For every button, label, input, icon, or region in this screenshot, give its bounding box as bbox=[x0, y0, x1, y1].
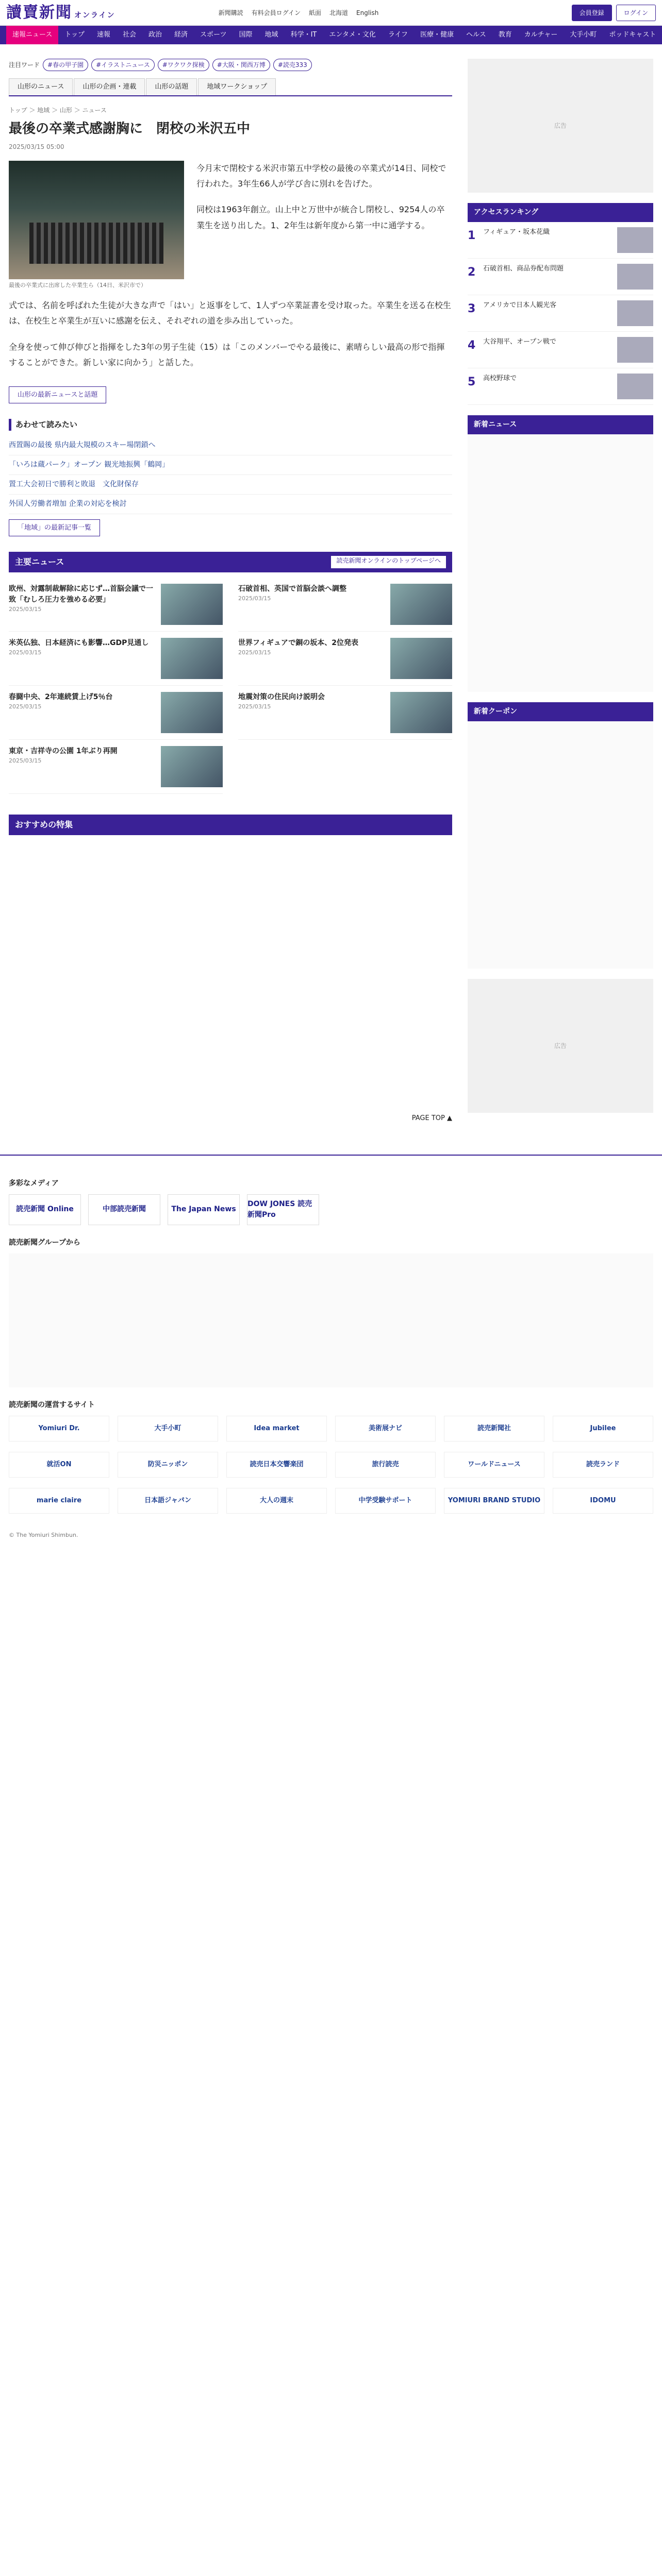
subnav-tab[interactable]: 地域ワークショップ bbox=[198, 78, 276, 95]
rank-thumb bbox=[617, 374, 653, 399]
nav-item[interactable]: ライフ bbox=[388, 31, 408, 39]
sidebar bbox=[468, 59, 653, 1134]
news-date: 2025/03/15 bbox=[9, 757, 42, 765]
nav-item[interactable]: スポーツ bbox=[200, 31, 227, 39]
top-link[interactable]: 紙面 bbox=[309, 9, 322, 16]
site-card[interactable] bbox=[9, 1488, 109, 1516]
login-button[interactable]: ログイン bbox=[616, 5, 656, 21]
nav-item[interactable]: 速報ニュース bbox=[6, 26, 58, 44]
site-card[interactable] bbox=[444, 1488, 544, 1516]
tag[interactable]: #ワクワク探検 bbox=[158, 59, 209, 71]
news-title: 地震対策の住民向け説明会 bbox=[238, 693, 325, 702]
nav-item[interactable]: 政治 bbox=[148, 31, 162, 39]
top-link[interactable]: 北海道 bbox=[329, 9, 349, 16]
nav-item[interactable]: 科学・IT bbox=[290, 31, 317, 39]
site-card[interactable] bbox=[226, 1488, 327, 1516]
footer bbox=[0, 1155, 662, 1550]
site-logo: Idea market bbox=[226, 1416, 327, 1442]
news-thumb[interactable] bbox=[161, 692, 223, 733]
news-date: 2025/03/15 bbox=[238, 649, 271, 656]
nav-item[interactable]: ヘルス bbox=[466, 31, 486, 39]
ranking-item[interactable] bbox=[468, 259, 653, 295]
more-local-news-button[interactable]: 山形の最新ニュースと話題 bbox=[9, 386, 106, 404]
rank-title: 大谷翔平、オープン戦で bbox=[483, 338, 556, 346]
breadcrumb[interactable]: トップ ＞ 地域 ＞ 山形 ＞ ニュース bbox=[9, 106, 107, 114]
ranking-item[interactable] bbox=[468, 222, 653, 259]
ranking-item[interactable] bbox=[468, 368, 653, 405]
news-text bbox=[238, 692, 385, 733]
news-text bbox=[9, 638, 156, 679]
news-date: 2025/03/15 bbox=[238, 703, 271, 710]
news-item[interactable] bbox=[238, 686, 452, 740]
site-card[interactable] bbox=[335, 1416, 436, 1444]
top-links bbox=[219, 8, 379, 18]
media-logo[interactable]: DOW JONES 読売新聞Pro bbox=[247, 1194, 319, 1225]
news-date: 2025/03/15 bbox=[9, 606, 42, 613]
site-logo: Yomiuri Dr. bbox=[9, 1416, 109, 1442]
tag[interactable]: #イラストニュース bbox=[91, 59, 155, 71]
media-heading: 多彩なメディア bbox=[9, 1179, 59, 1188]
nav-item[interactable]: カルチャー bbox=[524, 31, 558, 39]
news-thumb[interactable] bbox=[161, 638, 223, 679]
nav-item[interactable]: トップ bbox=[64, 31, 85, 39]
nav-item[interactable]: 社会 bbox=[123, 31, 137, 39]
page-top-link[interactable]: PAGE TOP ▲ bbox=[411, 1114, 452, 1123]
nav-item[interactable]: 地域 bbox=[264, 31, 278, 39]
pickup-area bbox=[9, 1253, 653, 1387]
top-link[interactable]: 有料会員ログイン bbox=[251, 9, 301, 16]
site-logo: IDOMU bbox=[553, 1488, 653, 1514]
top-page-link[interactable]: 読売新聞オンラインのトップページへ bbox=[331, 556, 446, 568]
news-date: 2025/03/15 bbox=[9, 649, 42, 656]
site-card[interactable] bbox=[444, 1452, 544, 1480]
ranking-item[interactable] bbox=[468, 332, 653, 368]
site-card[interactable] bbox=[335, 1452, 436, 1480]
rank-title: アメリカで日本人観光客 bbox=[483, 301, 557, 309]
site-logo: 読売新聞社 bbox=[444, 1416, 544, 1442]
news-text bbox=[9, 584, 156, 625]
news-item[interactable] bbox=[9, 632, 223, 686]
media-logo[interactable]: 読売新聞 Online bbox=[9, 1194, 81, 1225]
ranking-item[interactable] bbox=[468, 295, 653, 332]
hot-tags bbox=[9, 59, 452, 71]
rank-number: 4 bbox=[468, 339, 476, 352]
site-logo: 読売日本交響楽団 bbox=[226, 1452, 327, 1478]
news-item[interactable] bbox=[9, 740, 223, 794]
related-link[interactable]: 西置賜の最後 県内最大規模のスキー場閉鎖へ bbox=[9, 436, 452, 455]
coupon-list bbox=[468, 721, 653, 969]
site-logo: 美術展ナビ bbox=[335, 1416, 436, 1442]
top-news-section bbox=[9, 552, 452, 799]
site-logo: 大人の週末 bbox=[226, 1488, 327, 1514]
article-date: 2025/03/15 05:00 bbox=[9, 143, 64, 150]
rank-title: 高校野球で bbox=[483, 375, 517, 382]
tag[interactable]: #春の甲子園 bbox=[43, 59, 88, 71]
news-title: 米英仏独、日本経済にも影響…GDP見通し bbox=[9, 639, 149, 648]
site-card[interactable] bbox=[9, 1416, 109, 1444]
site-logo: 日本語ジャパン bbox=[118, 1488, 218, 1514]
tag[interactable]: #大阪・関西万博 bbox=[212, 59, 270, 71]
rank-number: 3 bbox=[468, 302, 476, 315]
main-column bbox=[9, 59, 452, 1134]
osusume-grid bbox=[9, 835, 452, 1103]
site-card[interactable] bbox=[553, 1416, 653, 1444]
site-card[interactable] bbox=[226, 1452, 327, 1480]
site-logo: 読売ランド bbox=[553, 1452, 653, 1478]
news-item[interactable] bbox=[238, 632, 452, 686]
news-date: 2025/03/15 bbox=[238, 595, 271, 602]
ad-box[interactable]: 広告 bbox=[468, 979, 653, 1113]
news-text bbox=[238, 638, 385, 679]
new-news-list bbox=[468, 434, 653, 692]
rank-number: 1 bbox=[468, 229, 476, 242]
article-paragraph: 今月末で閉校する米沢市第五中学校の最後の卒業式が14日、同校で行われた。3年生66人が学び舎に別れを告げた。 bbox=[196, 163, 446, 189]
news-thumb[interactable] bbox=[390, 638, 452, 679]
site-card[interactable] bbox=[335, 1488, 436, 1516]
nav-item[interactable]: 医療・健康 bbox=[420, 31, 454, 39]
site-logo: marie claire bbox=[9, 1488, 109, 1514]
copyright: © The Yomiuri Shimbun. bbox=[9, 1531, 78, 1538]
nav-item[interactable]: 教育 bbox=[498, 31, 512, 39]
coupon-heading: 新着クーポン bbox=[468, 702, 653, 721]
nav-item[interactable]: ポッドキャスト bbox=[609, 31, 656, 39]
rank-number: 2 bbox=[468, 266, 476, 279]
news-item[interactable] bbox=[9, 578, 223, 632]
pickup-heading: 読売新聞グループから bbox=[9, 1238, 80, 1247]
related-heading: あわせて読みたい bbox=[9, 419, 452, 431]
nav-item[interactable]: 大手小町 bbox=[570, 31, 597, 39]
site-card[interactable] bbox=[553, 1488, 653, 1516]
site-card[interactable] bbox=[226, 1416, 327, 1444]
news-title: 石破首相、英国で首脳会談へ調整 bbox=[238, 585, 346, 594]
rank-thumb bbox=[617, 300, 653, 326]
site-logo: 大手小町 bbox=[118, 1416, 218, 1442]
site-card[interactable] bbox=[9, 1452, 109, 1480]
news-item[interactable] bbox=[9, 686, 223, 740]
article-paragraph: 全身を使って伸び伸びと指揮をした3年の男子生徒（15）は「このメンバーでやる最後に、素晴らしい最高の形で指揮することができた。新しい家に向かう」と話した。 bbox=[9, 342, 445, 368]
news-title: 春闘中央、2年連続賃上げ5％台 bbox=[9, 693, 113, 702]
region-list-button[interactable]: 「地域」の最新記事一覧 bbox=[9, 519, 100, 537]
ad-box[interactable]: 広告 bbox=[468, 59, 653, 193]
media-logo[interactable]: The Japan News bbox=[168, 1194, 240, 1225]
new-news-heading: 新着ニュース bbox=[468, 415, 653, 434]
site-card[interactable] bbox=[553, 1452, 653, 1480]
news-item[interactable] bbox=[238, 578, 452, 632]
news-title: 欧州、対露制裁解除に応じず…首脳会議で一致「むしろ圧力を強める必要」 bbox=[9, 585, 153, 604]
news-thumb[interactable] bbox=[390, 584, 452, 625]
related-section bbox=[9, 419, 452, 536]
nav-item[interactable]: 速報 bbox=[96, 31, 110, 39]
osusume-heading: おすすめの特集 bbox=[15, 820, 73, 830]
osusume-section bbox=[9, 815, 452, 1103]
nav-item[interactable]: 国際 bbox=[239, 31, 253, 39]
tag[interactable]: #読売333 bbox=[273, 59, 312, 71]
main-nav bbox=[0, 26, 662, 44]
site-card[interactable] bbox=[118, 1452, 218, 1480]
news-date: 2025/03/15 bbox=[9, 703, 42, 710]
top-link[interactable]: English bbox=[356, 9, 379, 16]
related-link[interactable]: 「いろは蔵パーク」オープン 観光地振興「鶴岡」 bbox=[9, 455, 452, 475]
news-thumb[interactable] bbox=[161, 584, 223, 625]
site-logo: ワールドニュース bbox=[444, 1452, 544, 1478]
news-title: 世界フィギュアで銅の坂本、2位発表 bbox=[238, 639, 359, 648]
subnav-tab[interactable]: 山形の話題 bbox=[146, 78, 197, 95]
sites-heading: 読売新聞の運営するサイト bbox=[9, 1400, 95, 1409]
rank-title: フィギュア・坂本花織 bbox=[483, 228, 550, 236]
nav-item[interactable]: エンタメ・文化 bbox=[329, 31, 376, 39]
rank-thumb bbox=[617, 337, 653, 363]
rank-number: 5 bbox=[468, 376, 476, 388]
photo-caption: 最後の卒業式に出席した卒業生ら（14日、米沢市で） bbox=[9, 281, 146, 289]
site-logo[interactable]: 讀賣新聞 オンライン bbox=[6, 4, 115, 22]
site-logo: Jubilee bbox=[553, 1416, 653, 1442]
top-news-heading: 主要ニュース bbox=[15, 557, 64, 567]
rank-thumb bbox=[617, 264, 653, 290]
site-logo: 旅行読売 bbox=[335, 1452, 436, 1478]
site-logo: 防災ニッポン bbox=[118, 1452, 218, 1478]
tags-label: 注目ワード bbox=[9, 61, 40, 69]
related-link[interactable]: 置工大会初日で勝利と敗退 文化財保存 bbox=[9, 475, 452, 495]
top-bar bbox=[0, 0, 662, 26]
nav-item[interactable]: 経済 bbox=[174, 31, 188, 39]
subnav-tab[interactable]: 山形のニュース bbox=[9, 78, 73, 95]
news-text bbox=[9, 692, 156, 733]
site-logo: 中学受験サポート bbox=[335, 1488, 436, 1514]
article-title: 最後の卒業式感謝胸に 閉校の米沢五中 bbox=[9, 121, 251, 137]
news-title: 東京・吉祥寺の公園 1年ぶり再開 bbox=[9, 747, 118, 756]
article-photo[interactable] bbox=[9, 161, 184, 279]
rank-title: 石破首相、商品券配布問題 bbox=[483, 265, 564, 273]
news-text bbox=[238, 584, 385, 625]
site-card[interactable] bbox=[118, 1416, 218, 1444]
news-text bbox=[9, 746, 156, 787]
news-thumb[interactable] bbox=[161, 746, 223, 787]
related-link[interactable]: 外国人労働者増加 企業の対応を検討 bbox=[9, 495, 452, 514]
news-thumb[interactable] bbox=[390, 692, 452, 733]
site-logo: 就活ON bbox=[9, 1452, 109, 1478]
top-link[interactable]: 新聞購読 bbox=[218, 9, 243, 16]
register-button[interactable]: 会員登録 bbox=[572, 5, 612, 21]
media-logo[interactable]: 中部読売新聞 bbox=[88, 1194, 160, 1225]
site-card[interactable] bbox=[118, 1488, 218, 1516]
site-logo: YOMIURI BRAND STUDIO bbox=[444, 1488, 544, 1514]
ranking-heading: アクセスランキング bbox=[468, 203, 653, 222]
site-card[interactable] bbox=[444, 1416, 544, 1444]
rank-thumb bbox=[617, 227, 653, 253]
subnav-tab[interactable]: 山形の企画・連載 bbox=[74, 78, 145, 95]
article-paragraph: 同校は1963年創立。山上中と万世中が統合し閉校し、9254人の卒業生を送り出した。1、2年生は新年度から第一中に通学する。 bbox=[196, 205, 445, 230]
region-subnav bbox=[9, 78, 452, 96]
article-paragraph: 式では、名前を呼ばれた生徒が大きな声で「はい」と返事をして、1人ずつ卒業証書を受け取った。卒業生を送る在校生は、在校生と卒業生が互いに感謝を伝え、それぞれの道を歩み出していった。 bbox=[9, 300, 451, 326]
